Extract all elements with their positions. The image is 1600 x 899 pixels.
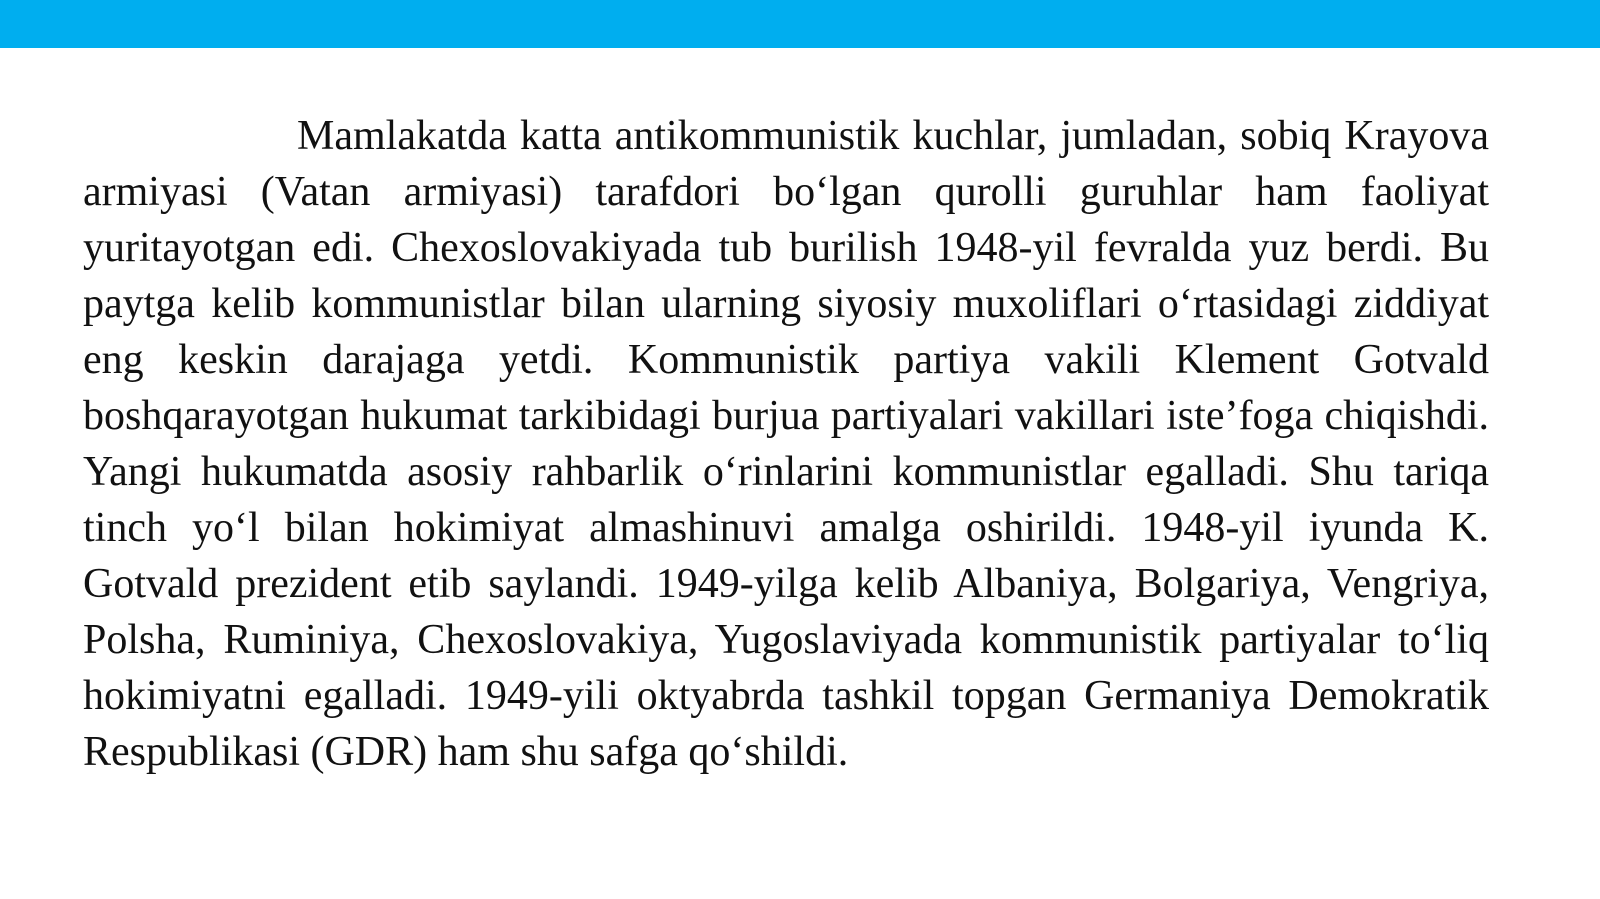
- top-accent-bar: [0, 0, 1600, 48]
- slide-body: [83, 108, 1489, 780]
- body-paragraph: Mamlakatda katta antikommunistik kuchlar, jumladan, sobiq Krayova armiyasi (Vatan armiyasi) tarafdori bo‘lgan qurolli guruhlar ham faoliyat yuritayotgan edi. Chexoslovakiyada tub burilish 1948-yil fevralda yuz berdi. Bu paytga kelib kommunistlar bilan ularning siyosiy muxoliflari o‘rtasidagi ziddiyat eng keskin darajaga yetdi. Kommunistik partiya vakili Klement Gotvald boshqarayotgan hukumat tarkibidagi burjua partiyalari vakillari iste’foga chiqishdi. Yangi hukumatda asosiy rahbarlik o‘rinlarini kommunistlar egalladi. Shu tariqa tinch yo‘l bilan hokimiyat almashinuvi amalga oshirildi. 1948-yil iyunda K. Gotvald prezident etib saylandi. 1949-yilga kelib Albaniya, Bolgariya, Vengriya, Polsha, Ruminiya, Chexoslovakiya, Yugoslaviyada kommunistik partiyalar to‘liq hokimiyatni egalladi. 1949-yili oktyabrda tashkil topgan Germaniya Demokratik Respublikasi (GDR) ham shu safga qo‘shildi.: [83, 113, 1489, 775]
